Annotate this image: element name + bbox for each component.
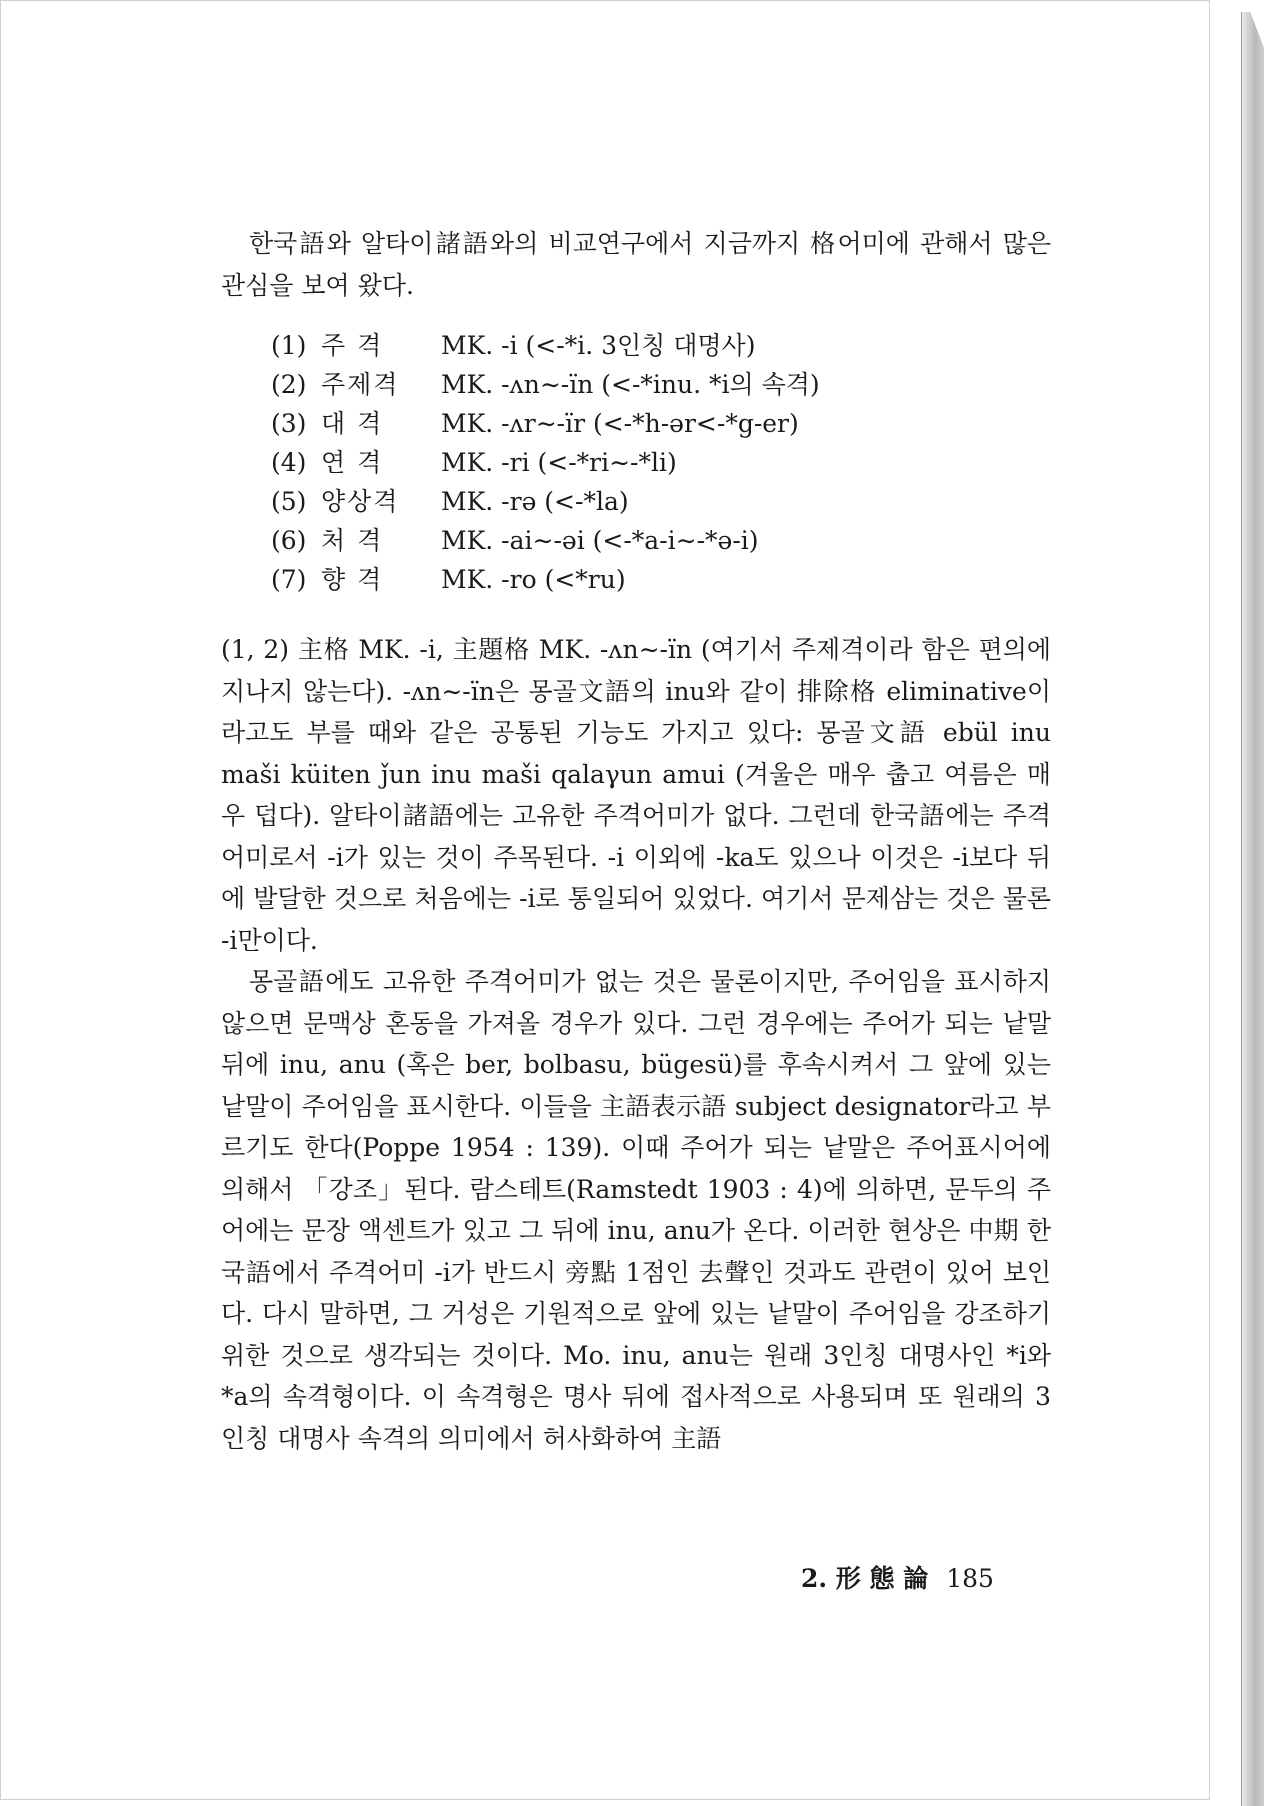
item-number: (7) [271,565,307,594]
item-number: (1) [271,331,307,360]
list-item [271,443,1051,482]
page-number: 185 [946,1564,994,1593]
case-name: 주 격 [321,331,384,360]
running-section-title: 2. 形 態 論 [801,1564,929,1593]
case-form: MK. -ro (<*ru) [441,565,626,594]
intro-paragraph: 한국語와 알타이諸語와의 비교연구에서 지금까지 格어미에 관해서 많은 관심을 보여 왔다. [221,229,1051,300]
case-ending-list [271,326,1051,599]
list-item [271,521,1051,560]
body-paragraph: (1, 2) 主格 MK. -i, 主題格 MK. -ʌn∼-ïn (여기서 주제격이라 함은 편의에 지나지 않는다). -ʌn∼-ïn은 몽골文語의 inu와 같이 排除格 eliminative이라고도 부를 때와 같은 공통된 기능도 가지고 있다: 몽골文語 ebül inu maši küiten ǰun inu maši qalaγun amui (겨울은 매우 춥고 여름은 매우 덥다). 알타이諸語에는 고유한 주격어미가 없다. 그런데 한국語에는 주격어미로서 -i가 있는 것이 주목된다. -i 이외에 -ka도 있으나 이것은 -i보다 뒤에 발달한 것으로 처음에는 -i로 통일되어 있었다. 여기서 문제삼는 것은 물론 -i만이다. [221,635,1051,955]
page-edge-shadow [1241,12,1264,1806]
case-form: MK. -ʌr∼-ïr (<-*h-ər<-*g-er) [441,409,799,438]
list-item [271,560,1051,599]
case-name: 대 격 [321,409,384,438]
case-form: MK. -ʌn∼-ïn (<-*inu. *i의 속격) [441,370,820,399]
list-item [271,482,1051,521]
case-form: MK. -ri (<-*ri∼-*li) [441,448,677,477]
case-form: MK. -rə (<-*la) [441,487,629,516]
case-name: 연 격 [321,448,384,477]
body-paragraph: 몽골語에도 고유한 주격어미가 없는 것은 물론이지만, 주어임을 표시하지 않으면 문맥상 혼동을 가져올 경우가 있다. 그런 경우에는 주어가 되는 낱말 뒤에 inu, anu (혹은 ber, bolbasu, bügesü)를 후속시켜서 그 앞에 있는 낱말이 주어임을 표시한다. 이들을 主語表示語 subject designator라고 부르기도 한다(Poppe 1954 : 139). 이때 주어가 되는 낱말은 주어표시어에 의해서 「강조」된다. 람스테트(Ramstedt 1903 : 4)에 의하면, 문두의 주어에는 문장 액센트가 있고 그 뒤에 inu, anu가 온다. 이러한 현상은 中期 한국語에서 주격어미 -i가 반드시 旁點 1점인 去聲인 것과도 관련이 있어 보인다. 다시 말하면, 그 거성은 기원적으로 앞에 있는 낱말이 주어임을 강조하기 위한 것으로 생각되는 것이다. Mo. inu, anu는 원래 3인칭 대명사인 *i와 *a의 속격형이다. 이 속격형은 명사 뒤에 접사적으로 사용되며 또 원래의 3인칭 대명사 속격의 의미에서 허사화하여 主語 [221,967,1051,1453]
page-body [221,223,1051,1459]
case-name: 처 격 [321,526,384,555]
case-form: MK. -i (<-*i. 3인칭 대명사) [441,331,756,360]
item-number: (3) [271,409,307,438]
case-name: 향 격 [321,565,384,594]
page-footer [801,1559,994,1595]
item-number: (4) [271,448,307,477]
list-item [271,365,1051,404]
item-number: (2) [271,370,307,399]
case-form: MK. -ai∼-əi (<-*a-i∼-*ə-i) [441,526,759,555]
item-number: (5) [271,487,307,516]
list-item [271,404,1051,443]
case-name: 양상격 [321,487,400,516]
item-number: (6) [271,526,307,555]
list-item [271,326,1051,365]
case-name: 주제격 [321,370,400,399]
